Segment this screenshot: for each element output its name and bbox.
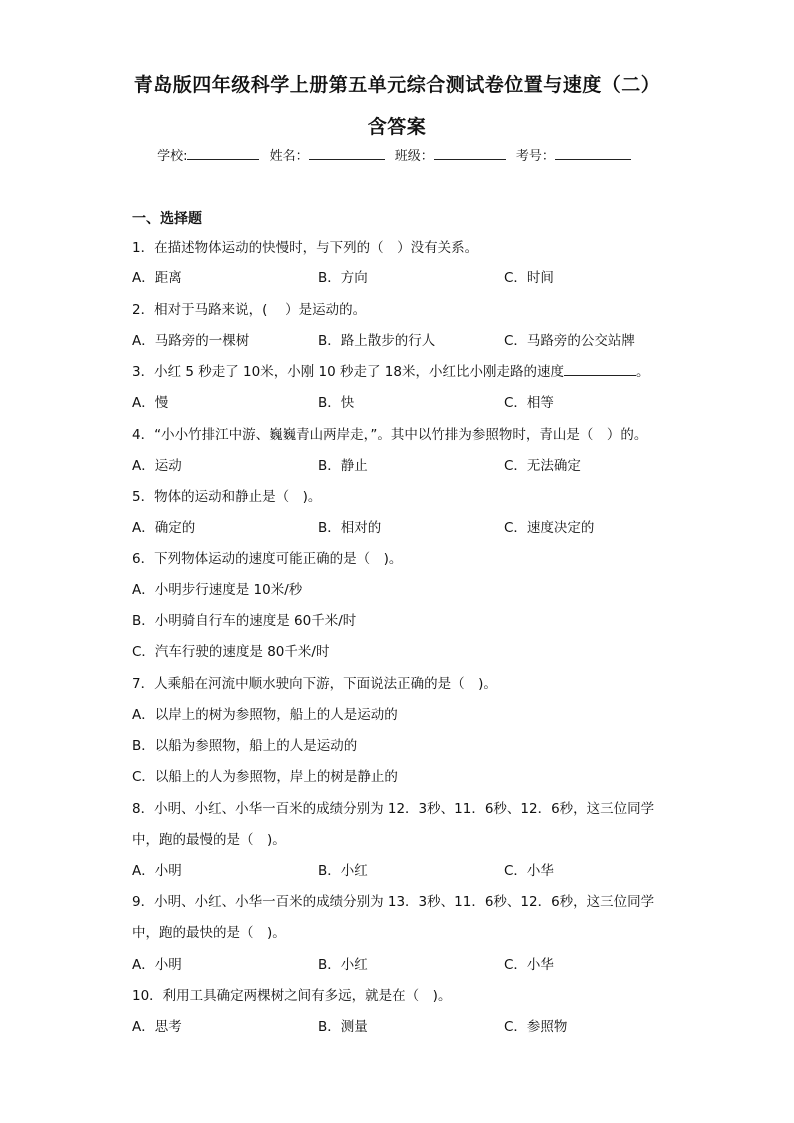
- question-2: 2．相对于马路来说，( ）是运动的。: [132, 302, 367, 318]
- question-9-line-2: 中，跑的最快的是（ )。: [132, 925, 286, 941]
- q1-option-b: B．方向: [318, 270, 368, 286]
- page-title: 青岛版四年级科学上册第五单元综合测试卷位置与速度（二）: [133, 74, 661, 96]
- q9-option-a: A．小明: [132, 957, 182, 973]
- q4-option-b: B．静止: [318, 458, 368, 474]
- q7-option-c: C．以船上的人为参照物，岸上的树是静止的: [132, 769, 398, 785]
- question-8-line-2: 中，跑的最慢的是（ )。: [132, 832, 286, 848]
- q7-option-a: A．以岸上的树为参照物，船上的人是运动的: [132, 707, 398, 723]
- student-info-row: [0, 145, 794, 164]
- q9-option-b: B．小红: [318, 957, 368, 973]
- q10-option-b: B．测量: [318, 1019, 368, 1035]
- question-5: 5．物体的运动和静止是（ )。: [132, 489, 322, 505]
- q10-option-a: A．思考: [132, 1019, 182, 1035]
- q3-text: 3．小红 5 秒走了 10米，小刚 10 秒走了 18米，小红比小刚走路的速度: [132, 364, 564, 380]
- q4-option-a: A．运动: [132, 458, 182, 474]
- q8-option-b: B．小红: [318, 863, 368, 879]
- question-10: 10．利用工具确定两棵树之间有多远，就是在（ )。: [132, 988, 452, 1004]
- q1-option-a: A．距离: [132, 270, 182, 286]
- q8-option-a: A．小明: [132, 863, 182, 879]
- q3-answer-blank[interactable]: [564, 363, 636, 376]
- name-label: 姓名：: [269, 149, 309, 164]
- q3-text-end: 。: [635, 364, 650, 380]
- class-label: 班级：: [394, 149, 434, 164]
- q3-option-a: A．慢: [132, 395, 169, 411]
- question-9-line-1: 9．小明、小红、小华一百米的成绩分别为 13．3秒、11．6秒、12．6秒，这三位同学: [132, 894, 655, 910]
- q6-option-a: A．小明步行速度是 10米/秒: [132, 582, 303, 598]
- exam-no-blank[interactable]: [555, 147, 631, 160]
- q9-option-c: C．小华: [504, 957, 554, 973]
- q10-option-c: C．参照物: [504, 1019, 568, 1035]
- exam-no-label: 考号：: [515, 149, 555, 164]
- q6-option-c: C．汽车行驶的速度是 80千米/时: [132, 644, 330, 660]
- q4-option-c: C．无法确定: [504, 458, 581, 474]
- q8-option-c: C．小华: [504, 863, 554, 879]
- q1-option-c: C．时间: [504, 270, 554, 286]
- question-3: [132, 360, 649, 380]
- q2-option-a: A．马路旁的一棵树: [132, 333, 250, 349]
- question-8-line-1: 8．小明、小红、小华一百米的成绩分别为 12．3秒、11．6秒、12．6秒，这三位同学: [132, 801, 655, 817]
- q7-option-b: B．以船为参照物，船上的人是运动的: [132, 738, 358, 754]
- q6-option-b: B．小明骑自行车的速度是 60千米/时: [132, 613, 357, 629]
- page-subtitle: 含答案: [367, 116, 427, 138]
- school-blank[interactable]: [187, 147, 259, 160]
- q3-option-b: B．快: [318, 395, 355, 411]
- q2-option-b: B．路上散步的行人: [318, 333, 436, 349]
- question-6: 6．下列物体运动的速度可能正确的是（ )。: [132, 551, 403, 567]
- q3-option-c: C．相等: [504, 395, 554, 411]
- q2-option-c: C．马路旁的公交站牌: [504, 333, 635, 349]
- question-4: 4．“小小竹排江中游、巍巍青山两岸走，”。其中以竹排为参照物时，青山是（ ）的。: [132, 427, 648, 443]
- school-label: 学校:: [157, 149, 188, 164]
- q5-option-a: A．确定的: [132, 520, 196, 536]
- question-7: 7．人乘船在河流中顺水驶向下游，下面说法正确的是（ )。: [132, 676, 497, 692]
- section-title: 一、选择题: [132, 211, 202, 227]
- question-1: 1．在描述物体运动的快慢时，与下列的（ ）没有关系。: [132, 240, 479, 256]
- q5-option-c: C．速度决定的: [504, 520, 595, 536]
- name-blank[interactable]: [309, 147, 385, 160]
- class-blank[interactable]: [434, 147, 506, 160]
- q5-option-b: B．相对的: [318, 520, 382, 536]
